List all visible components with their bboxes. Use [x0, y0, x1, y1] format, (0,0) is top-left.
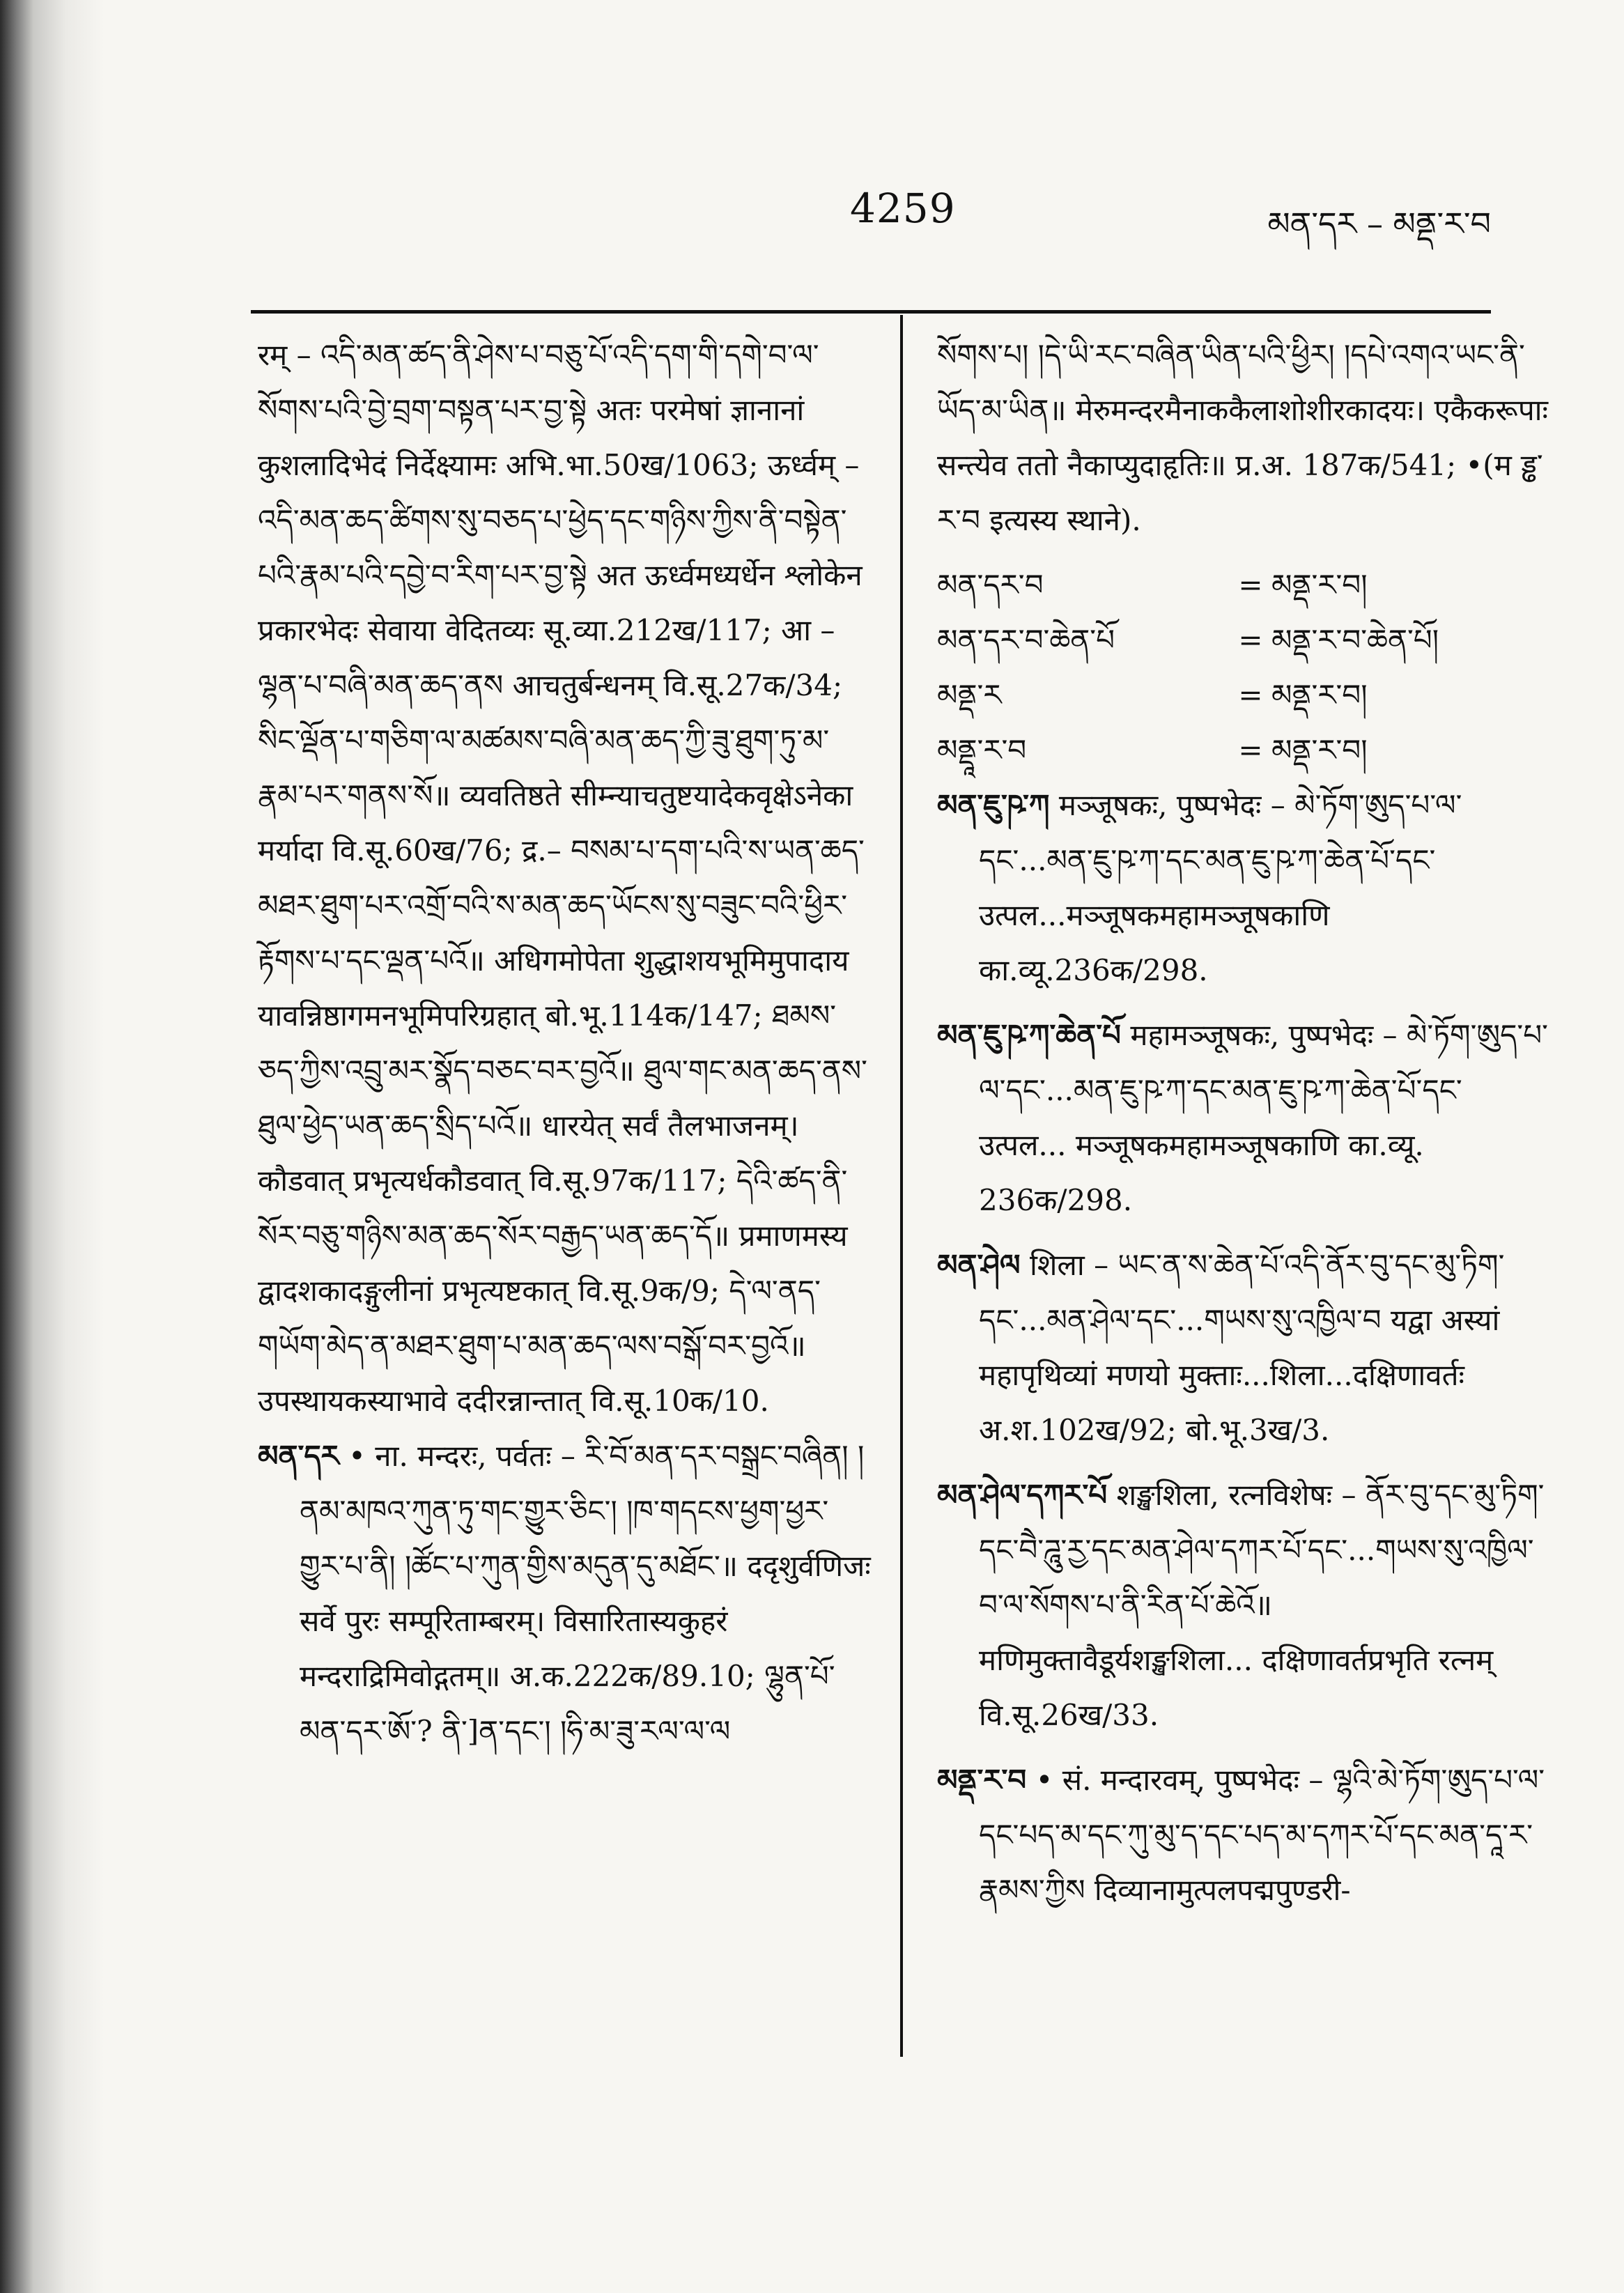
dictionary-entry	[937, 1467, 1550, 1743]
dictionary-entry	[937, 1752, 1550, 1917]
entry-text: महामञ्जूषकः, पुष्पभेदः – མེ་ཏོག་ཨུད་པ་ལ་དང་...མན་ཇུ་ཥ་ཀ་དང་མན་ཇུ་ཥ་ཀ་ཆེན་པོ་དང་ उत्पल... मञ्जूषकमहामञ्जूषकाणि का.व्यू. 236क/298.	[979, 1018, 1548, 1217]
spacer	[937, 1228, 1550, 1237]
page-number: 4259	[850, 185, 956, 232]
entry-text: शिला – ཡང་ན་ས་ཆེན་པོ་འདི་ནོར་བུ་དང་མུ་ཏིག་དང་...མན་ཤེལ་དང་...གཡས་སུ་འཁྱིལ་བ यद्वा अस्यां महापृथिव्यां मणयो मुक्ताः...शिला...दक्षिणावर्तः अ.श.102ख/92; बो.भू.3ख/3.	[979, 1248, 1505, 1447]
xref-equals: =	[1238, 623, 1263, 657]
spacer	[937, 1458, 1550, 1467]
cross-reference	[937, 723, 1550, 778]
entry-headword: མན་ཇུ་ཥ་ཀ	[937, 788, 1050, 822]
entry-headword: མན་ཤེལ	[937, 1248, 1021, 1282]
xref-equals: =	[1238, 733, 1263, 767]
spacer	[937, 1743, 1550, 1752]
entry-headword: མན་ཤེལ་དཀར་པོ	[937, 1478, 1108, 1512]
entry-continuation	[258, 327, 871, 1428]
cross-reference	[937, 667, 1550, 723]
spacer	[937, 548, 1550, 557]
entry-headword: མན་དར	[258, 1439, 339, 1473]
entry-text: • सं. मन्दारवम्, पुष्पभेदः – ལྷའི་མེ་ཏོག་ཨུད་པ་ལ་དང་པད་མ་དང་ཀུ་མུ་ད་དང་པད་མ་དཀར་པོ་དང་མན་དཱ་ར་རྣམས་ཀྱིས दिव्यानामुत्पलपद्मपुण्डरी-	[979, 1763, 1545, 1907]
scan-edge-shadow	[0, 0, 105, 2293]
xref-headword: མནྡ་ར	[937, 678, 1002, 712]
header-rule	[251, 310, 1491, 314]
dictionary-entry	[937, 1237, 1550, 1458]
cross-reference	[937, 612, 1550, 667]
right-column	[937, 327, 1550, 1917]
entry-headword: མནྡ་ར་བ	[937, 1763, 1027, 1797]
dictionary-entry	[258, 1428, 871, 1759]
xref-target: མནྡ་ར་བ་ཆེན་པོ།	[1271, 623, 1439, 657]
xref-equals: =	[1238, 568, 1263, 602]
cross-reference	[937, 557, 1550, 612]
entry-text: शङ्खशिला, रत्नविशेषः – ནོར་བུ་དང་མུ་ཏིག་དང་བཻ་ཌཱུ་རྱ་དང་མན་ཤེལ་དཀར་པོ་དང་...གཡས་སུ་འཁྱིལ་བ་ལ་སོགས་པ་ནི་རིན་པོ་ཆེའོ॥ मणिमुक्तावैडूर्यशङ्खशिला... दक्षिणावर्तप्रभृति रत्नम् वि.सू.26ख/33.	[979, 1478, 1545, 1732]
entry-text: रम् – འདི་མན་ཚད་ནི་ཤེས་པ་བཅུ་པོ་འདི་དག་གི་དགེ་བ་ལ་སོགས་པའི་བྱེ་བྲག་བསྟན་པར་བྱ་སྟེ अतः परमेषां ज्ञानानां कुशलादिभेदं निर्देक्ष्यामः अभि.भा.50ख/1063; ऊर्ध्वम् – འདི་མན་ཆད་ཚིགས་སུ་བཅད་པ་ཕྱེད་དང་གཉིས་ཀྱིས་ནི་བསྟེན་པའི་རྣམ་པའི་དབྱེ་བ་རིག་པར་བྱ་སྟེ अत ऊर्ध्वमध्यर्धेन श्लोकेन प्रकारभेदः सेवाया वेदितव्यः सू.व्या.212ख/117; आ – ལྷན་པ་བཞི་མན་ཆད་ནས आचतुर्बन्धनम् वि.सू.27क/34; སིང་ལྡོན་པ་གཅིག་ལ་མཚམས་བཞི་མན་ཆད་ཀྱི་ཟུ་ཐུག་ཏུ་མ་རྣམ་པར་གནས་སོ॥ व्यवतिष्ठते सीम्न्याचतुष्टयादेकवृक्षेऽनेका मर्यादा वि.सू.60ख/76; द्र.– བསམ་པ་དག་པའི་ས་ཡན་ཆད་མཐར་ཐུག་པར་འགྲོ་བའི་ས་མན་ཆད་ཡོངས་སུ་བཟུང་བའི་ཕྱིར་རྟོགས་པ་དང་ལྡན་པའོ॥ अधिगमोपेता शुद्धाशयभूमिमुपादाय यावन्निष्ठागमनभूमिपरिग्रहात् बो.भू.114क/147; ཐམས་ཅད་ཀྱིས་འབྲུ་མར་སྣོད་བཅང་བར་བྱའོ॥ ཐུལ་གང་མན་ཆད་ནས་ཐུལ་ཕྱེད་ཡན་ཆད་སྲིད་པའོ॥ धारयेत् सर्वं तैलभाजनम्। कौडवात् प्रभृत्यर्धकौडवात् वि.सू.97क/117; དེའི་ཚད་ནི་སོར་བཅུ་གཉིས་མན་ཆད་སོར་བརྒྱད་ཡན་ཆད་དོ॥ प्रमाणमस्य द्वादशकादङ्गुलीनां प्रभृत्यष्टकात् वि.सू.9क/9; དེ་ལ་ནད་གཡོག་མེད་ན་མཐར་ཐུག་པ་མན་ཆད་ལས་བསྒོ་བར་བྱའོ॥ उपस्थायकस्याभावे ददीरन्नान्तात् वि.सू.10क/10.	[258, 338, 867, 1418]
page-header	[251, 178, 1491, 261]
left-column	[258, 327, 871, 1759]
entry-continuation	[937, 327, 1550, 548]
xref-target: མནྡ་ར་བ།	[1271, 568, 1368, 602]
xref-headword: མནྡཱ་ར་བ	[937, 733, 1027, 767]
spacer	[937, 998, 1550, 1007]
dictionary-entry	[937, 778, 1550, 998]
xref-target: མནྡ་ར་བ།	[1271, 678, 1368, 712]
entry-text: • ना. मन्दरः, पर्वतः – རི་བོ་མན་དར་བསྒྲང་བཞིན། །ནམ་མཁའ་ཀུན་ཏུ་གང་གྱུར་ཅིང་། །ཁ་གདངས་ཕྱག་ཕྱར་གྱུར་པ་ནི། །ཚོང་པ་ཀུན་གྱིས་མདུན་དུ་མཐོང་॥ ददृशुर्वणिजः सर्वे पुरः सम्पूरिताम्बरम्। विसारितास्यकुहरं मन्दराद्रिमिवोद्गतम्॥ अ.क.222क/89.10; ལྷུན་པོ་མན་དར་ཨོ་? ནི་]ན་དང་། །ཧི་མ་ཟུ་རལ་ལ་ལ	[300, 1439, 871, 1748]
column-divider	[900, 315, 903, 2057]
xref-headword: མན་དར་བ	[937, 568, 1044, 602]
xref-headword: མན་དར་བ་ཆེན་པོ	[937, 623, 1115, 657]
entry-headword: མན་ཇུ་ཥ་ཀ་ཆེན་པོ	[937, 1018, 1121, 1052]
entry-text: སོགས་པ། །དེ་ཡི་རང་བཞིན་ཡིན་པའི་ཕྱིར། །དཔེ་འགའ་ཡང་ནི་ཡོད་མ་ཡིན॥ मेरुमन्दरमैनाककैलाशोशीरकादयः। एकैकरूपाः सन्त्येव ततो नैकाप्युदाहृतिः॥ प्र.अ. 187क/541; •(म ड्ढ་ར་བ इत्यस्य स्थाने).	[937, 338, 1549, 537]
running-head: མན་དར – མནྡ་ར་བ	[1267, 205, 1491, 242]
dictionary-entry	[937, 1007, 1550, 1228]
xref-equals: =	[1238, 678, 1263, 712]
entry-text: मञ्जूषकः, पुष्पभेदः – མེ་ཏོག་ཨུད་པ་ལ་དང་...མན་ཇུ་ཥ་ཀ་དང་མན་ཇུ་ཥ་ཀ་ཆེན་པོ་དང་ उत्पल...मञ्जूषकमहामञ्जूषकाणि का.व्यू.236क/298.	[979, 788, 1462, 987]
xref-target: མནྡ་ར་བ།	[1271, 733, 1368, 767]
